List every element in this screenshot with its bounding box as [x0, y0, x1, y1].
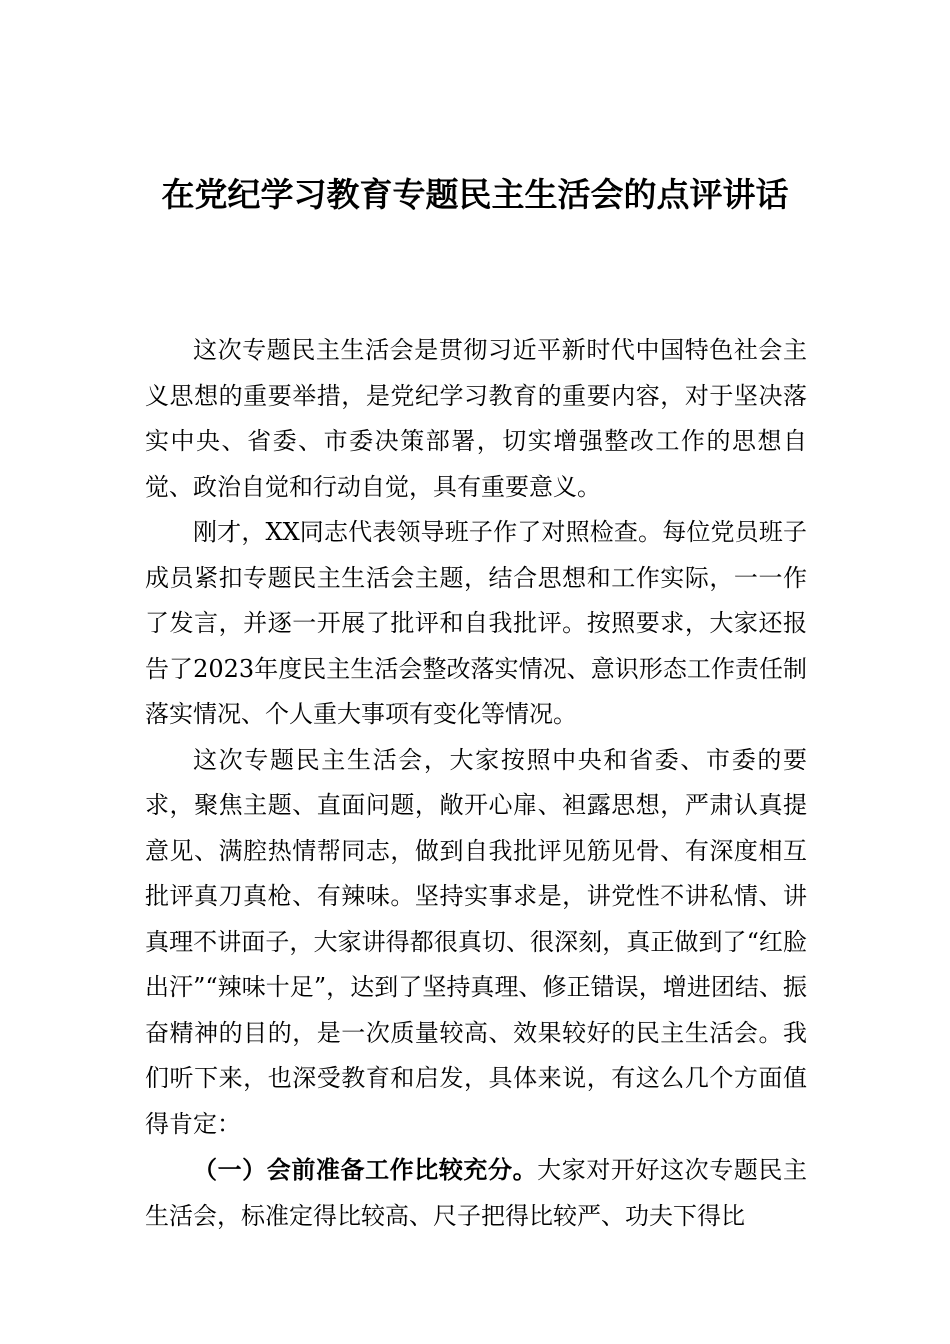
section-1-heading: （一）会前准备工作比较充分。: [193, 1155, 538, 1184]
paragraph-section-1: [145, 1147, 807, 1239]
section-1-text: 大家对开好这次专题民主生活会，标准定得比较高、尺子把得比较严、功夫下得比: [145, 1156, 808, 1230]
document-body: [145, 328, 807, 1239]
paragraph-assessment: 这次专题民主生活会，大家按照中央和省委、市委的要求，聚焦主题、直面问题，敞开心扉、袒露思想，严肃认真提意见、满腔热情帮同志，做到自我批评见筋见骨、有深度相互批评真刀真枪、有辣味。坚持实事求是，讲党性不讲私情、讲真理不讲面子，大家讲得都很真切、很深刻，真正做到了“红脸出汗”“辣味十足”，达到了坚持真理、修正错误，增进团结、振奋精神的目的，是一次质量较高、效果较好的民主生活会。我们听下来，也深受教育和启发，具体来说，有这么几个方面值得肯定：: [145, 745, 807, 1138]
paragraph-intro: 这次专题民主生活会是贯彻习近平新时代中国特色社会主义思想的重要举措，是党纪学习教育的重要内容，对于坚决落实中央、省委、市委决策部署，切实增强整改工作的思想自觉、政治自觉和行动自觉，具有重要意义。: [145, 336, 807, 501]
document-title: 在党纪学习教育专题民主生活会的点评讲话: [161, 175, 789, 214]
paragraph-review: 刚才，XX同志代表领导班子作了对照检查。每位党员班子成员紧扣专题民主生活会主题，结合思想和工作实际，一一作了发言，并逐一开展了批评和自我批评。按照要求，大家还报告了2023年度民主生活会整改落实情况、意识形态工作责任制落实情况、个人重大事项有变化等情况。: [145, 518, 807, 728]
